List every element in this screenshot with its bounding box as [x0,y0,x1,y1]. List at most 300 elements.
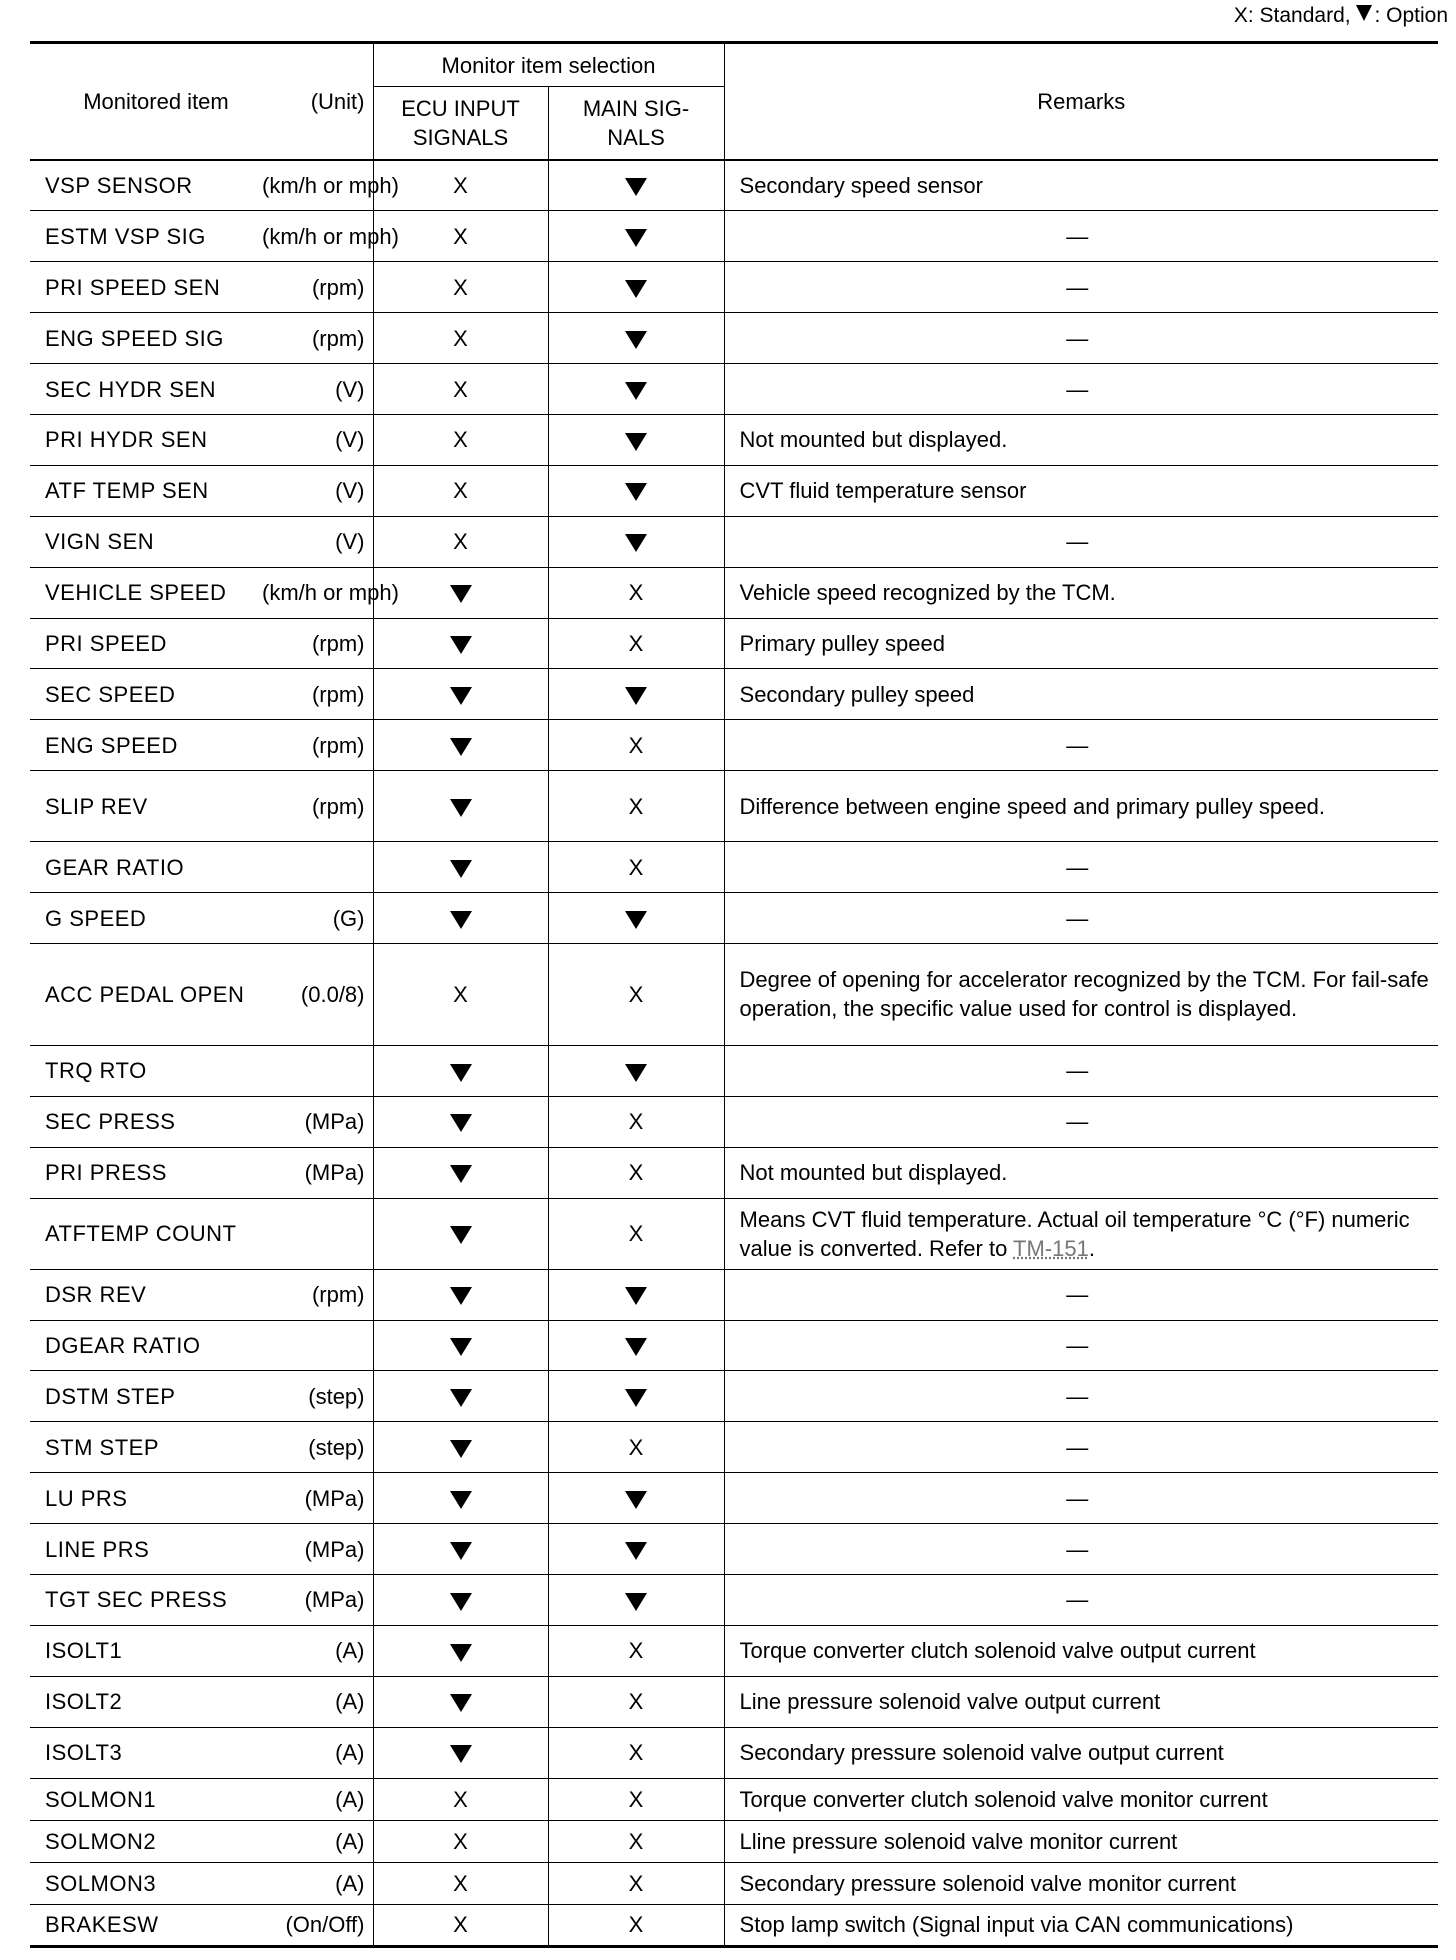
ecu-input-mark [373,313,548,364]
reference-link[interactable]: TM-151 [1013,1235,1089,1261]
remark-cell [724,262,1438,313]
monitored-item-name: LU PRS [30,1473,262,1524]
table-row [30,1862,1438,1904]
remark-text: — [1066,1282,1089,1308]
ecu-input-mark [373,618,548,669]
remark-cell [724,1574,1438,1625]
monitored-item-unit: (MPa) [262,1574,373,1625]
ecu-input-mark [373,465,548,516]
ecu-input-mark [373,1422,548,1473]
standard-mark: X [628,1828,644,1854]
remark-cell [724,1820,1438,1862]
table-row [30,1320,1438,1371]
monitored-item-unit [262,842,373,893]
ecu-input-mark [373,262,548,313]
monitored-item-unit: (MPa) [262,1473,373,1524]
main-signal-mark [548,1676,724,1727]
remark-text: — [1066,325,1089,351]
remark-cell [724,1045,1438,1096]
option-triangle-icon [625,1287,647,1305]
option-triangle-icon [450,1644,472,1662]
standard-mark: X [628,981,644,1007]
monitored-item-unit: (rpm) [262,669,373,720]
header-unit: (Unit) [262,43,373,161]
option-triangle-icon [450,860,472,878]
table-row [30,364,1438,415]
standard-mark: X [453,1912,468,1938]
standard-mark: X [453,1786,468,1812]
ecu-input-mark [373,1320,548,1371]
remark-text: Degree of opening for accelerator recognized by the TCM. For fail-safe operation, the specific value used for control is displayed. [739,967,1429,1022]
option-triangle-icon [450,1694,472,1712]
remark-text: Means CVT fluid temperature. Actual oil temperature °C (°F) numeric value is converted. Refer to [739,1206,1410,1261]
ecu-input-mark [373,1625,548,1676]
table-row [30,516,1438,567]
option-triangle-icon [625,1491,647,1509]
header-main-signals [548,87,724,161]
remark-cell [724,1147,1438,1198]
option-triangle-icon [625,178,647,196]
remark-text: — [1066,1109,1089,1135]
ecu-input-mark [373,516,548,567]
ecu-input-mark [373,1862,548,1904]
option-triangle-icon [625,280,647,298]
main-signal-mark [548,1524,724,1575]
option-triangle-icon [625,687,647,705]
remark-cell [724,567,1438,618]
option-triangle-icon [450,585,472,603]
monitored-item-unit: (V) [262,465,373,516]
standard-mark: X [453,325,468,351]
header-main-line2: NALS [607,125,665,150]
standard-mark: X [453,1828,468,1854]
remark-text: Not mounted but displayed. [739,427,1008,453]
monitored-item-name: ENG SPEED [30,720,262,771]
header-ecu-input-signals [373,87,548,161]
monitored-item-unit: (A) [262,1676,373,1727]
monitored-item-name: PRI SPEED [30,618,262,669]
remark-cell [724,1371,1438,1422]
remark-cell [724,211,1438,262]
option-triangle-icon [450,1338,472,1356]
option-triangle-icon [625,1593,647,1611]
standard-mark: X [628,854,644,880]
option-triangle-icon [450,1064,472,1082]
header-main-line1: MAIN SIG- [582,96,690,121]
remark-cell [724,1676,1438,1727]
ecu-input-mark [373,1371,548,1422]
option-triangle-icon [450,636,472,654]
monitored-item-name: SEC PRESS [30,1096,262,1147]
ecu-input-mark [373,720,548,771]
main-signal-mark [548,1320,724,1371]
monitored-item-name: ISOLT2 [30,1676,262,1727]
table-row [30,1904,1438,1946]
table-row [30,414,1438,465]
remark-text: Lline pressure solenoid valve monitor current [739,1828,1178,1854]
remark-text: Line pressure solenoid valve output current [739,1689,1161,1715]
monitored-item-name: SOLMON1 [30,1778,262,1820]
main-signal-mark [548,1096,724,1147]
remark-cell [724,1862,1438,1904]
monitored-item-name: PRI PRESS [30,1147,262,1198]
main-signal-mark [548,1147,724,1198]
monitored-item-unit: (rpm) [262,313,373,364]
standard-mark: X [628,1221,644,1247]
remark-text: Torque converter clutch solenoid valve output current [739,1638,1256,1664]
monitored-item-name: BRAKESW [30,1904,262,1946]
monitored-item-unit: (rpm) [262,618,373,669]
legend-standard: X: Standard, [1233,4,1351,27]
table-row [30,160,1438,211]
header-ecu-line1: ECU INPUT [401,96,520,121]
standard-mark: X [453,529,468,555]
monitor-item-table [30,41,1438,1948]
option-triangle-icon [450,1287,472,1305]
table-row [30,943,1438,1045]
table-row [30,1371,1438,1422]
remark-text: Torque converter clutch solenoid valve monitor current [739,1786,1268,1812]
standard-mark: X [453,376,468,402]
main-signal-mark [548,1371,724,1422]
remark-cell [724,1904,1438,1946]
table-body [30,160,1438,1946]
option-triangle-icon [450,1165,472,1183]
monitored-item-name: SEC HYDR SEN [30,364,262,415]
monitored-item-unit: (A) [262,1625,373,1676]
main-signal-mark [548,1904,724,1946]
ecu-input-mark [373,1198,548,1269]
monitored-item-unit: (A) [262,1820,373,1862]
main-signal-mark [548,893,724,944]
table-row [30,567,1438,618]
table-row [30,720,1438,771]
main-signal-mark [548,516,724,567]
remark-text: — [1066,1536,1089,1562]
monitored-item-unit: (rpm) [262,771,373,842]
monitored-item-name: SOLMON3 [30,1862,262,1904]
monitored-item-unit: (km/h or mph) [262,211,373,262]
remark-text: Secondary pressure solenoid valve output current [739,1740,1224,1766]
monitored-item-unit: (A) [262,1862,373,1904]
standard-mark: X [628,1160,644,1186]
option-triangle-icon [625,483,647,501]
table-row [30,313,1438,364]
option-triangle-icon [450,738,472,756]
main-signal-mark [548,160,724,211]
remark-text: Stop lamp switch (Signal input via CAN communications) [739,1912,1294,1938]
remark-cell [724,1778,1438,1820]
main-signal-mark [548,1625,724,1676]
monitored-item-unit: (A) [262,1727,373,1778]
remark-cell [724,893,1438,944]
monitored-item-unit: (step) [262,1422,373,1473]
main-signal-mark [548,364,724,415]
monitored-item-name: TRQ RTO [30,1045,262,1096]
remark-text: Difference between engine speed and primary pulley speed. [739,793,1325,819]
table-row [30,1422,1438,1473]
remark-cell [724,669,1438,720]
main-signal-mark [548,720,724,771]
ecu-input-mark [373,1676,548,1727]
monitored-item-name: VSP SENSOR [30,160,262,211]
remark-cell [724,1320,1438,1371]
option-triangle-icon [625,534,647,552]
ecu-input-mark [373,1574,548,1625]
remark-cell [724,1524,1438,1575]
main-signal-mark [548,414,724,465]
monitored-item-unit [262,1198,373,1269]
monitored-item-unit: (0.0/8) [262,943,373,1045]
main-signal-mark [548,771,724,842]
option-triangle-icon [450,687,472,705]
remark-text: Not mounted but displayed. [739,1160,1008,1186]
main-signal-mark [548,262,724,313]
main-signal-mark [548,1574,724,1625]
monitored-item-unit [262,1045,373,1096]
remark-cell [724,618,1438,669]
standard-mark: X [628,1912,644,1938]
option-triangle-icon [1356,5,1372,21]
monitored-item-name: ESTM VSP SIG [30,211,262,262]
ecu-input-mark [373,1473,548,1524]
option-triangle-icon [625,911,647,929]
table-row [30,771,1438,842]
remark-text: Secondary pulley speed [739,681,975,707]
header-ecu-line2: SIGNALS [412,125,509,150]
monitored-item-name: ACC PEDAL OPEN [30,943,262,1045]
table-row [30,1473,1438,1524]
remark-cell [724,516,1438,567]
option-triangle-icon [450,911,472,929]
table-row [30,1269,1438,1320]
option-triangle-icon [450,1440,472,1458]
standard-mark: X [628,1740,644,1766]
table-row [30,465,1438,516]
ecu-input-mark [373,943,548,1045]
monitored-item-name: STM STEP [30,1422,262,1473]
monitored-item-unit: (On/Off) [262,1904,373,1946]
monitored-item-unit: (km/h or mph) [262,160,373,211]
remark-end: . [1088,1235,1095,1261]
main-signal-mark [548,1820,724,1862]
standard-mark: X [453,478,468,504]
remark-text: — [1066,1332,1089,1358]
monitored-item-unit [262,1320,373,1371]
ecu-input-mark [373,414,548,465]
main-signal-mark [548,1198,724,1269]
main-signal-mark [548,313,724,364]
ecu-input-mark [373,1727,548,1778]
ecu-input-mark [373,211,548,262]
monitored-item-name: ENG SPEED SIG [30,313,262,364]
monitored-item-name: LINE PRS [30,1524,262,1575]
standard-mark: X [628,1109,644,1135]
ecu-input-mark [373,1147,548,1198]
table-row [30,1778,1438,1820]
standard-mark: X [628,1638,644,1664]
remark-cell [724,720,1438,771]
ecu-input-mark [373,842,548,893]
main-signal-mark [548,1862,724,1904]
table-row [30,669,1438,720]
option-triangle-icon [625,1064,647,1082]
standard-mark: X [628,1870,644,1896]
main-signal-mark [548,211,724,262]
main-signal-mark [548,618,724,669]
remark-cell [724,364,1438,415]
option-triangle-icon [625,331,647,349]
ecu-input-mark [373,1045,548,1096]
monitored-item-name: SLIP REV [30,771,262,842]
option-triangle-icon [450,1491,472,1509]
remark-cell [724,1473,1438,1524]
remark-text: — [1066,1058,1089,1084]
remark-cell [724,943,1438,1045]
ecu-input-mark [373,567,548,618]
remark-cell [724,1269,1438,1320]
remark-text: — [1066,1485,1089,1511]
table-row [30,1574,1438,1625]
legend-option: : Option [1374,4,1448,27]
ecu-input-mark [373,160,548,211]
table-row [30,1727,1438,1778]
remark-text: Primary pulley speed [739,630,945,656]
standard-mark: X [628,1434,644,1460]
monitored-item-name: VIGN SEN [30,516,262,567]
table-row [30,1625,1438,1676]
monitored-item-unit: (MPa) [262,1147,373,1198]
ecu-input-mark [373,1096,548,1147]
standard-mark: X [628,1786,644,1812]
monitored-item-name: ISOLT1 [30,1625,262,1676]
monitored-item-name: PRI HYDR SEN [30,414,262,465]
remark-cell [724,1422,1438,1473]
legend [1234,4,1448,28]
table-row [30,211,1438,262]
remark-text: Vehicle speed recognized by the TCM. [739,580,1116,606]
standard-mark: X [628,732,644,758]
monitored-item-name: PRI SPEED SEN [30,262,262,313]
monitored-item-name: ATF TEMP SEN [30,465,262,516]
main-signal-mark [548,567,724,618]
standard-mark: X [453,427,468,453]
main-signal-mark [548,1727,724,1778]
table-row [30,618,1438,669]
table-row [30,1676,1438,1727]
remark-text: — [1066,1434,1089,1460]
ecu-input-mark [373,1820,548,1862]
monitored-item-unit: (MPa) [262,1524,373,1575]
remark-cell [724,414,1438,465]
remark-text: — [1066,1587,1089,1613]
monitored-item-name: DSTM STEP [30,1371,262,1422]
table-row [30,1045,1438,1096]
main-signal-mark [548,1778,724,1820]
remark-text: — [1066,529,1089,555]
remark-text: CVT fluid temperature sensor [739,478,1027,504]
monitored-item-name: SOLMON2 [30,1820,262,1862]
header-remarks: Remarks [724,43,1438,161]
ecu-input-mark [373,771,548,842]
remark-text: — [1066,1383,1089,1409]
main-signal-mark [548,1422,724,1473]
monitored-item-name: G SPEED [30,893,262,944]
remark-cell [724,313,1438,364]
option-triangle-icon [450,1745,472,1763]
option-triangle-icon [625,1338,647,1356]
monitored-item-unit: (A) [262,1778,373,1820]
monitored-item-unit: (rpm) [262,262,373,313]
remark-text: — [1066,732,1089,758]
remark-cell [724,1198,1438,1269]
option-triangle-icon [625,433,647,451]
monitored-item-unit: (km/h or mph) [262,567,373,618]
main-signal-mark [548,1045,724,1096]
remark-cell [724,771,1438,842]
remark-text: — [1066,274,1089,300]
monitored-item-unit: (V) [262,516,373,567]
remark-cell [724,465,1438,516]
standard-mark: X [628,580,644,606]
ecu-input-mark [373,1524,548,1575]
remark-cell [724,160,1438,211]
table-row [30,842,1438,893]
standard-mark: X [453,274,468,300]
main-signal-mark [548,1269,724,1320]
monitored-item-unit: (MPa) [262,1096,373,1147]
option-triangle-icon [450,1389,472,1407]
monitored-item-name: ATFTEMP COUNT [30,1198,262,1269]
remark-cell [724,1096,1438,1147]
main-signal-mark [548,669,724,720]
option-triangle-icon [450,1226,472,1244]
option-triangle-icon [450,1542,472,1560]
monitored-item-name: TGT SEC PRESS [30,1574,262,1625]
table-row [30,262,1438,313]
remark-cell [724,1727,1438,1778]
table-row [30,893,1438,944]
monitored-item-name: ISOLT3 [30,1727,262,1778]
header-monitor-selection: Monitor item selection [373,43,724,87]
remark-text: Secondary pressure solenoid valve monitor current [739,1870,1236,1896]
monitored-item-name: VEHICLE SPEED [30,567,262,618]
option-triangle-icon [450,799,472,817]
ecu-input-mark [373,1904,548,1946]
monitored-item-name: DSR REV [30,1269,262,1320]
standard-mark: X [453,173,468,199]
table-row [30,1198,1438,1269]
monitored-item-name: SEC SPEED [30,669,262,720]
main-signal-mark [548,943,724,1045]
header-monitored-item: Monitored item [30,43,262,161]
standard-mark: X [453,981,468,1007]
remark-text: — [1066,223,1089,249]
option-triangle-icon [625,1542,647,1560]
monitored-item-name: GEAR RATIO [30,842,262,893]
remark-cell [724,1625,1438,1676]
option-triangle-icon [450,1114,472,1132]
remark-cell [724,842,1438,893]
main-signal-mark [548,465,724,516]
option-triangle-icon [625,382,647,400]
monitored-item-unit: (rpm) [262,1269,373,1320]
ecu-input-mark [373,364,548,415]
option-triangle-icon [625,1389,647,1407]
standard-mark: X [628,793,644,819]
table-row [30,1524,1438,1575]
option-triangle-icon [450,1593,472,1611]
